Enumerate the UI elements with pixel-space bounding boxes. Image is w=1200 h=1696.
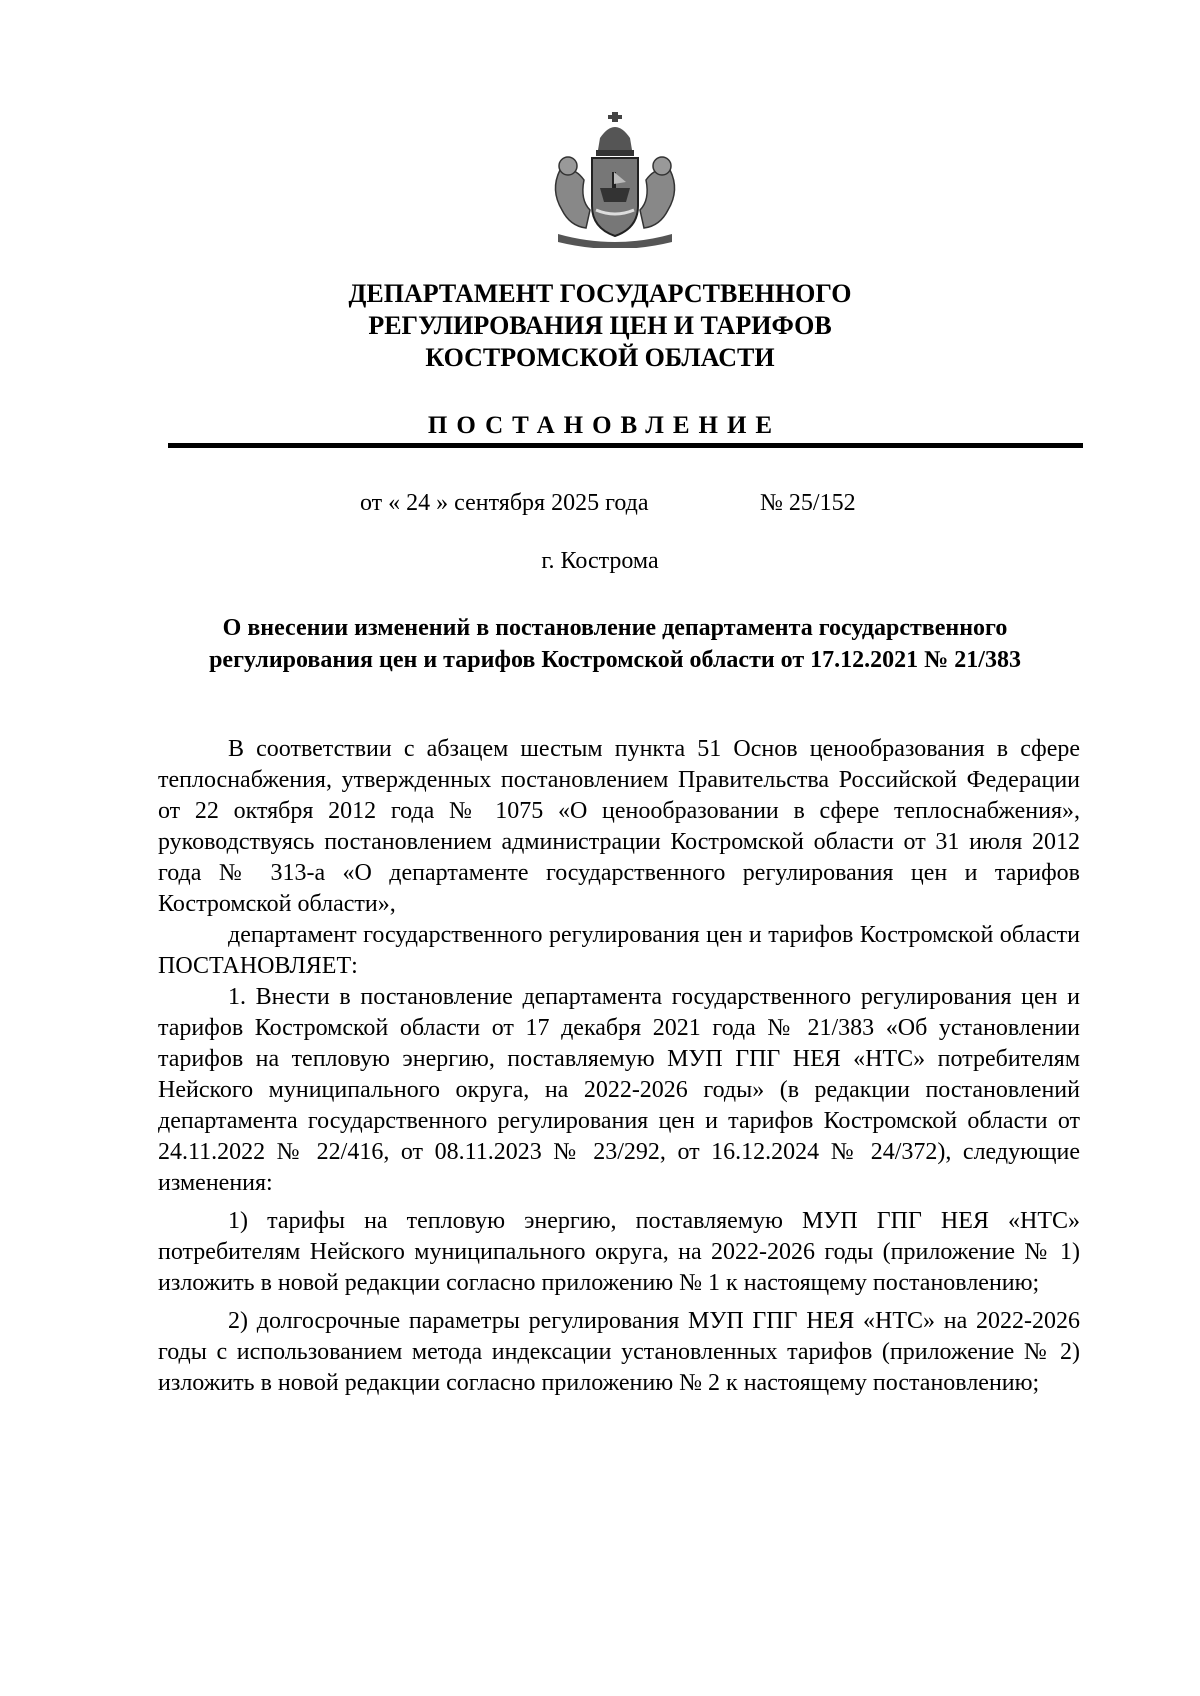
resolves-paragraph: департамент государственного регулирования цен и тарифов Костромской области ПОСТАНОВЛЯЕТ:: [158, 922, 1080, 979]
department-line: ДЕПАРТАМЕНТ ГОСУДАРСТВЕННОГО: [348, 279, 852, 308]
document-city: г. Кострома: [541, 548, 659, 574]
document-number: № 25/152: [760, 490, 856, 516]
document-title: [150, 612, 1080, 676]
preamble-paragraph: В соответствии с абзацем шестым пункта 51 Основ ценообразования в сфере теплоснабжения, утвержденных постановлением Правительства Российской Федерации от 22 октября 2012 года № 1075 «О ценообразовании в сфере теплоснабжения», руководствуясь постановлением администрации Костромской области от 31 июля 2012 года № 313-а «О департаменте государственного регулирования цен и тарифов Костромской области»,: [158, 736, 1080, 917]
title-line: регулирования цен и тарифов Костромской области от 17.12.2021 № 21/383: [209, 647, 1021, 673]
title-line: О внесении изменений в постановление департамента государственного: [222, 615, 1008, 641]
department-name: [0, 278, 1200, 374]
department-line: КОСТРОМСКОЙ ОБЛАСТИ: [425, 343, 775, 372]
item-1-paragraph: 1. Внести в постановление департамента государственного регулирования цен и тарифов Костромской области от 17 декабря 2021 года № 21/383 «Об установлении тарифов на тепловую энергию, поставляемую МУП ГПГ НЕЯ «НТС» потребителям Нейского муниципального округа, на 2022-2026 годы» (в редакции постановлений департамента государственного регулирования цен и тарифов Костромской области от 24.11.2022 № 22/416, от 08.11.2023 № 23/292, от 16.12.2024 № 24/372), следующие изменения:: [158, 984, 1080, 1196]
header-divider: [168, 443, 1083, 448]
document-date: от « 24 » сентября 2025 года: [360, 490, 649, 516]
subitem-1-paragraph: 1) тарифы на тепловую энергию, поставляемую МУП ГПГ НЕЯ «НТС» потребителям Нейского муниципального округа, на 2022-2026 годы (приложение № 1) изложить в новой редакции согласно приложению № 1 к настоящему постановлению;: [158, 1208, 1080, 1296]
document-body: [158, 734, 1080, 1399]
subitem-2-paragraph: 2) долгосрочные параметры регулирования МУП ГПГ НЕЯ «НТС» на 2022-2026 годы с использованием метода индексации установленных тарифов (приложение № 2) изложить в новой редакции согласно приложению № 2 к настоящему постановлению;: [158, 1308, 1080, 1396]
department-line: РЕГУЛИРОВАНИЯ ЦЕН И ТАРИФОВ: [368, 311, 832, 340]
document-type: ПОСТАНОВЛЕНИЕ: [427, 412, 782, 439]
coat-of-arms-icon: [540, 110, 690, 248]
